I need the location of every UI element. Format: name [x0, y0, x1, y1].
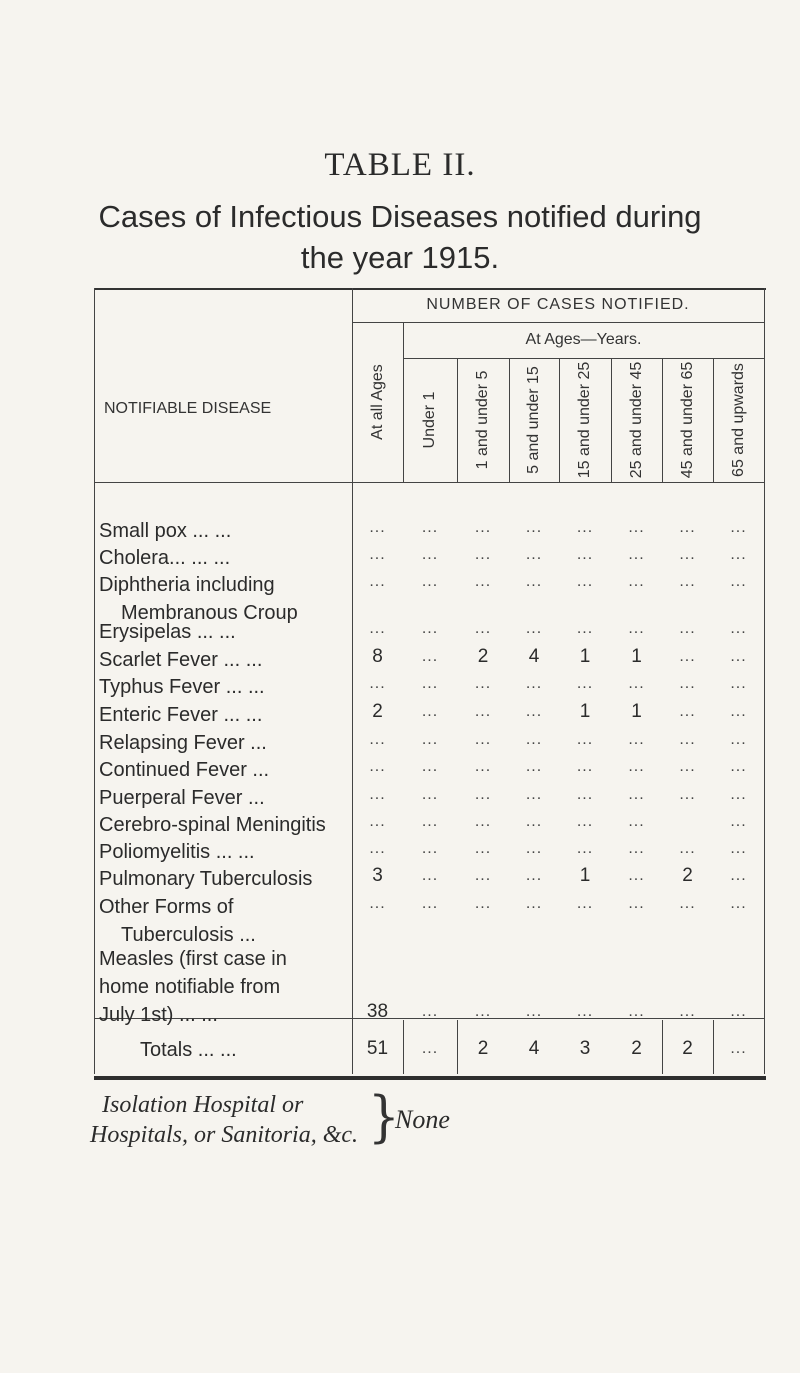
total-age-cell: 2: [631, 1038, 642, 1059]
total-age-cell: ...: [730, 1040, 747, 1057]
total-age-cell: 2: [682, 1038, 693, 1059]
age-cell: ...: [730, 519, 747, 536]
col-divider: [559, 358, 560, 482]
age-cell: ...: [525, 620, 543, 637]
age-cell: ...: [421, 758, 439, 775]
disease-name: Diphtheria including: [99, 574, 275, 596]
age-cell: ...: [421, 867, 439, 884]
age-cell: ...: [525, 1003, 543, 1020]
age-cell: ...: [474, 895, 492, 912]
all-ages-cell: 2: [372, 701, 383, 722]
age-cell: 1: [631, 646, 642, 667]
age-cell: ...: [576, 813, 594, 830]
age-cell: ...: [628, 840, 645, 857]
disease-name: home notifiable from: [99, 976, 281, 998]
age-cell: ...: [628, 867, 645, 884]
age-cell: ...: [679, 573, 696, 590]
age-cell: ...: [474, 519, 492, 536]
header-age-col: 15 and under 25: [576, 361, 593, 479]
age-cell: ...: [474, 620, 492, 637]
age-cell: 1: [579, 701, 591, 722]
age-cell: ...: [679, 648, 696, 665]
table-bottom-rule: [94, 1076, 766, 1080]
age-cell: ...: [421, 703, 439, 720]
age-cell: ...: [525, 703, 543, 720]
age-cell: ...: [421, 840, 439, 857]
age-cell: ...: [730, 840, 747, 857]
header-age-col: 65 and upwards: [729, 363, 747, 477]
disease-name: Tuberculosis ...: [121, 924, 256, 946]
table-top-border: [94, 288, 766, 290]
disease-name: Small pox ... ...: [99, 520, 232, 542]
all-ages-cell: ...: [369, 620, 386, 637]
total-age-cell: 4: [528, 1038, 540, 1059]
all-ages-cell: ...: [369, 786, 386, 803]
age-cell: ...: [628, 813, 645, 830]
disease-name: Cholera... ... ...: [99, 547, 231, 569]
age-cell: ...: [474, 813, 492, 830]
header-age-col: 25 and under 45: [627, 361, 645, 479]
age-cell: ...: [679, 703, 696, 720]
age-cell: ...: [628, 895, 645, 912]
all-ages-cell: ...: [369, 546, 386, 563]
age-cell: ...: [628, 786, 645, 803]
age-cell: ...: [421, 786, 439, 803]
age-cell: ...: [576, 1003, 594, 1020]
col-divider: [611, 358, 612, 482]
age-cell: ...: [730, 573, 747, 590]
disease-name: Relapsing Fever ...: [99, 732, 267, 754]
age-cell: 4: [528, 646, 540, 667]
age-cell: ...: [576, 731, 594, 748]
age-cell: ...: [576, 840, 594, 857]
all-ages-cell: ...: [369, 573, 386, 590]
age-cell: ...: [525, 813, 543, 830]
age-cell: 2: [682, 865, 693, 886]
age-cell: ...: [679, 675, 696, 692]
age-cell: ...: [421, 573, 439, 590]
age-cell: ...: [474, 867, 492, 884]
age-cell: ...: [421, 813, 439, 830]
age-cell: ...: [474, 786, 492, 803]
age-cell: ...: [628, 546, 645, 563]
all-ages-cell: ...: [369, 895, 386, 912]
age-cell: ...: [730, 1003, 747, 1020]
disease-name: Scarlet Fever ... ...: [99, 649, 263, 671]
disease-name: Puerperal Fever ...: [99, 787, 265, 809]
age-cell: ...: [474, 758, 492, 775]
total-age-cell: 3: [579, 1038, 591, 1059]
isolation-line-2: Hospitals, or Sanitoria, &c.: [90, 1122, 359, 1148]
age-cell: ...: [474, 675, 492, 692]
isolation-hospital-label: [90, 1090, 359, 1150]
header-disease: NOTIFIABLE DISEASE: [104, 400, 272, 417]
total-all-ages: 51: [366, 1038, 389, 1059]
age-cell: ...: [730, 703, 747, 720]
row-divider: [352, 322, 764, 323]
age-cell: ...: [525, 519, 543, 536]
age-cell: ...: [628, 675, 645, 692]
age-cell: ...: [679, 758, 696, 775]
age-cell: ...: [730, 620, 747, 637]
disease-name: Continued Fever ...: [99, 759, 270, 781]
age-cell: ...: [679, 786, 696, 803]
age-cell: ...: [679, 840, 696, 857]
disease-name: Measles (first case in: [99, 948, 287, 970]
totals-label: Totals ... ...: [140, 1039, 237, 1061]
age-cell: ...: [679, 546, 696, 563]
age-cell: ...: [679, 1003, 696, 1020]
age-cell: 1: [579, 646, 591, 667]
age-cell: ...: [576, 675, 594, 692]
header-age-col: 45 and under 65: [678, 361, 696, 479]
table-title: TABLE II.: [324, 147, 476, 183]
age-cell: ...: [730, 758, 747, 775]
age-cell: ...: [421, 620, 439, 637]
all-ages-cell: 8: [372, 646, 383, 667]
age-cell: 2: [477, 646, 489, 667]
age-cell: ...: [576, 546, 594, 563]
col-divider: [94, 288, 95, 1074]
all-ages-cell: 38: [366, 1001, 389, 1022]
header-age-col: 5 and under 15: [525, 366, 542, 474]
isolation-line-1: Isolation Hospital or: [102, 1092, 304, 1118]
subtitle-line-1: Cases of Infectious Diseases notified during: [98, 199, 702, 234]
header-ages-group: At Ages—Years.: [525, 331, 642, 348]
age-cell: ...: [576, 786, 594, 803]
age-cell: ...: [730, 731, 747, 748]
age-cell: 1: [579, 865, 591, 886]
age-cell: ...: [730, 546, 747, 563]
all-ages-cell: ...: [369, 519, 386, 536]
age-cell: ...: [730, 867, 747, 884]
age-cell: ...: [730, 813, 747, 830]
header-age-col: 1 and under 5: [474, 370, 491, 470]
all-ages-cell: ...: [369, 813, 386, 830]
brace-glyph: }: [368, 1085, 400, 1149]
col-divider: [713, 358, 714, 482]
age-cell: ...: [474, 731, 492, 748]
all-ages-cell: ...: [369, 731, 386, 748]
age-cell: ...: [628, 573, 645, 590]
age-cell: ...: [421, 546, 439, 563]
isolation-value: None: [395, 1105, 450, 1134]
age-cell: ...: [525, 786, 543, 803]
col-divider: [509, 358, 510, 482]
age-cell: ...: [525, 731, 543, 748]
col-divider: [662, 358, 663, 482]
col-divider: [764, 288, 765, 1074]
age-cell: ...: [421, 895, 439, 912]
total-age-cell: ...: [421, 1040, 439, 1057]
disease-name: Other Forms of: [99, 896, 234, 918]
all-ages-cell: ...: [369, 840, 386, 857]
age-cell: ...: [576, 620, 594, 637]
age-cell: ...: [474, 1003, 492, 1020]
row-divider: [403, 358, 764, 359]
age-cell: ...: [525, 867, 543, 884]
disease-name: Membranous Croup: [121, 602, 298, 624]
age-cell: ...: [730, 786, 747, 803]
age-cell: ...: [421, 1003, 439, 1020]
age-cell: ...: [679, 620, 696, 637]
disease-name: Poliomyelitis ... ...: [99, 841, 255, 863]
all-ages-cell: 3: [372, 865, 383, 886]
age-cell: ...: [474, 703, 492, 720]
disease-name: Enteric Fever ... ...: [99, 704, 263, 726]
age-cell: ...: [525, 546, 543, 563]
disease-name: Pulmonary Tuberculosis: [99, 868, 313, 890]
row-divider: [94, 482, 764, 483]
age-cell: ...: [730, 895, 747, 912]
disease-name: Erysipelas ... ...: [99, 621, 236, 643]
age-cell: ...: [525, 758, 543, 775]
age-cell: ...: [525, 573, 543, 590]
all-ages-cell: ...: [369, 758, 386, 775]
age-cell: ...: [576, 895, 594, 912]
all-ages-cell: ...: [369, 675, 386, 692]
subtitle-line-2: the year 1915.: [300, 240, 500, 275]
age-cell: ...: [525, 895, 543, 912]
age-cell: ...: [730, 648, 747, 665]
total-age-cell: 2: [477, 1038, 489, 1059]
age-cell: ...: [679, 895, 696, 912]
age-cell: ...: [474, 840, 492, 857]
age-cell: ...: [628, 758, 645, 775]
age-cell: ...: [421, 675, 439, 692]
age-cell: ...: [628, 731, 645, 748]
age-cell: ...: [730, 675, 747, 692]
age-cell: ...: [576, 573, 594, 590]
age-cell: ...: [628, 1003, 645, 1020]
age-cell: ...: [421, 648, 439, 665]
col-divider: [403, 1020, 404, 1074]
header-group: NUMBER OF CASES NOTIFIED.: [426, 296, 690, 313]
disease-name: Cerebro-spinal Meningitis: [99, 814, 326, 836]
age-cell: ...: [421, 519, 439, 536]
age-cell: ...: [679, 731, 696, 748]
table-subtitle: [0, 196, 800, 278]
header-age-col: Under 1: [421, 391, 438, 449]
age-cell: ...: [474, 546, 492, 563]
age-cell: ...: [421, 731, 439, 748]
age-cell: ...: [628, 620, 645, 637]
age-cell: ...: [525, 840, 543, 857]
disease-name: July 1st) ... ...: [99, 1004, 218, 1026]
age-cell: ...: [628, 519, 645, 536]
disease-name: Typhus Fever ... ...: [99, 676, 265, 698]
col-divider: [457, 358, 458, 482]
age-cell: ...: [525, 675, 543, 692]
header-all-ages: At all Ages: [368, 364, 386, 440]
age-cell: ...: [576, 519, 594, 536]
age-cell: 1: [631, 701, 642, 722]
age-cell: ...: [679, 519, 696, 536]
age-cell: ...: [576, 758, 594, 775]
age-cell: ...: [474, 573, 492, 590]
